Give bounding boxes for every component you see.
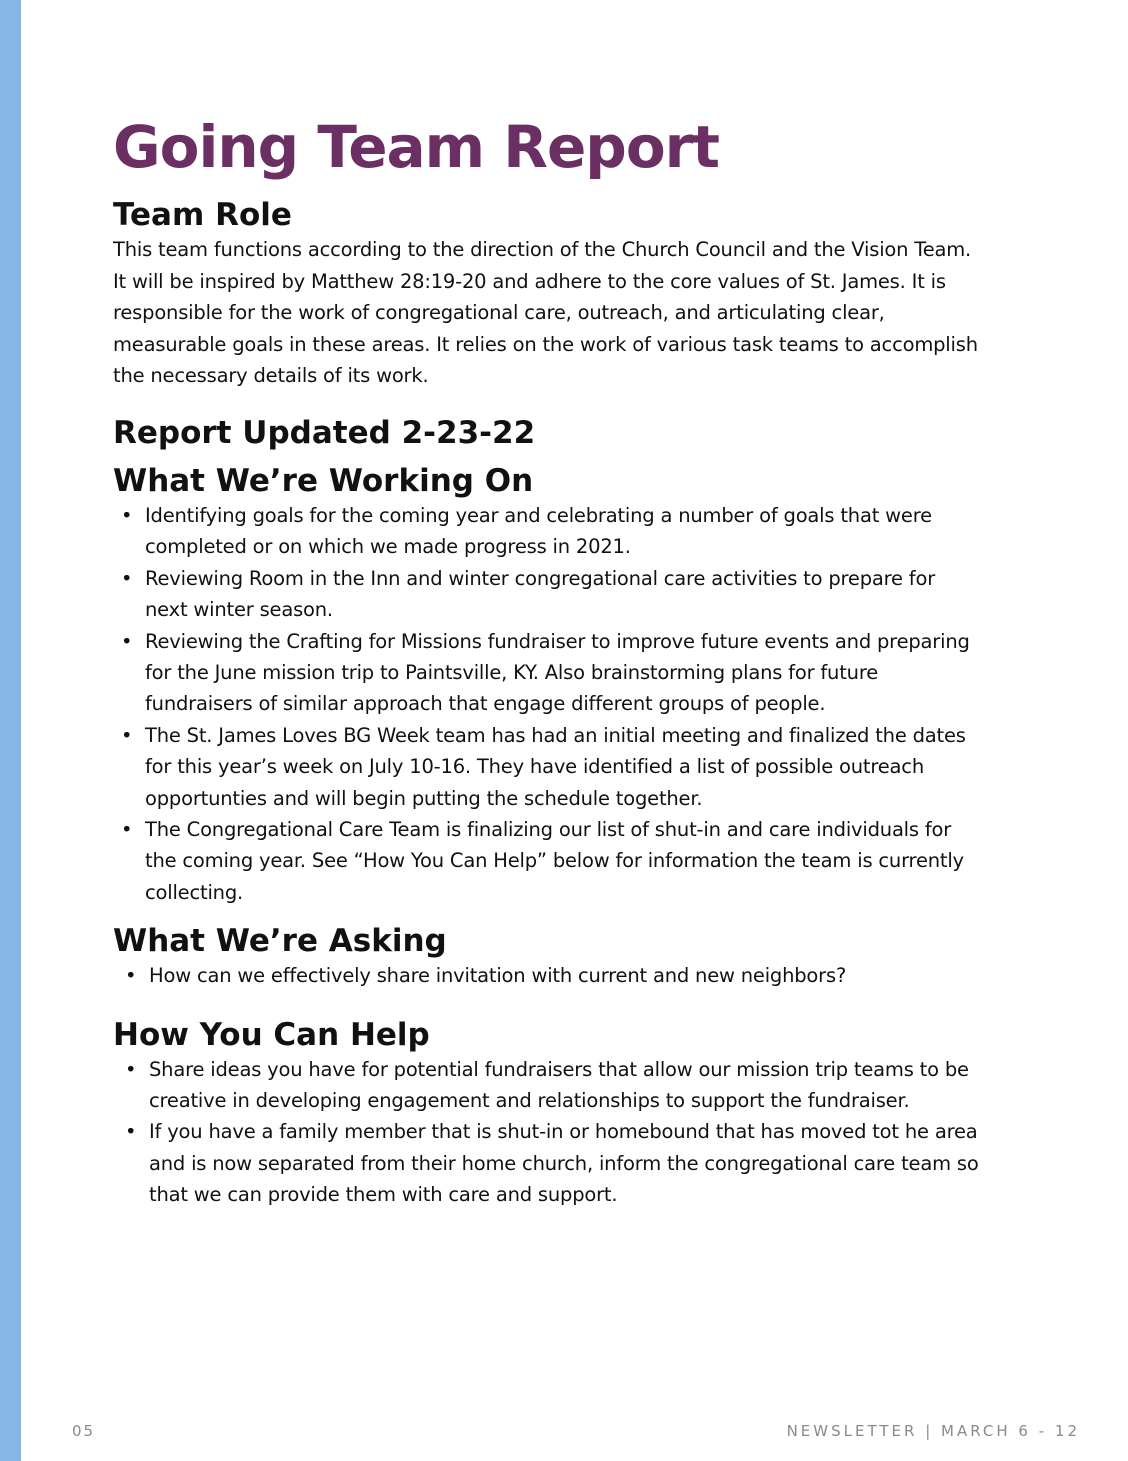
list-item-text: Reviewing Room in the Inn and winter congregational care activities to prepare for next winter season. bbox=[145, 566, 936, 622]
bullet-icon: • bbox=[121, 723, 133, 747]
asking-list bbox=[113, 960, 983, 991]
list-item-text: The St. James Loves BG Week team has had an initial meeting and finalized the dates for this year’s week on July 10-16. They have identified a list of possible outreach opportunties and will begin putting the schedule together. bbox=[145, 723, 966, 810]
list-item-text: Share ideas you have for potential fundraisers that allow our mission trip teams to be creative in developing engagement and relationships to support the fundraiser. bbox=[149, 1057, 969, 1113]
list-item-text: Identifying goals for the coming year and celebrating a number of goals that were completed or on which we made progress in 2021. bbox=[145, 503, 932, 559]
newsletter-footer: NEWSLETTER | MARCH 6 - 12 bbox=[786, 1422, 1080, 1440]
list-item bbox=[113, 500, 983, 563]
list-item bbox=[113, 563, 983, 626]
working-on-list bbox=[113, 500, 983, 908]
list-item bbox=[113, 814, 983, 908]
list-item-text: Reviewing the Crafting for Missions fundraiser to improve future events and preparing for the June mission trip to Paintsville, KY. Also brainstorming plans for future fundraisers of similar approach that engage different groups of people. bbox=[145, 629, 970, 716]
bullet-icon: • bbox=[125, 1120, 137, 1144]
bullet-icon: • bbox=[121, 629, 133, 653]
list-item bbox=[113, 1054, 983, 1117]
list-item bbox=[113, 960, 983, 991]
report-content bbox=[113, 110, 983, 1211]
bullet-icon: • bbox=[125, 1057, 137, 1081]
list-item-text: The Congregational Care Team is finalizing our list of shut-in and care individuals for the coming year. See “How You Can Help” below for information the team is currently collecting. bbox=[145, 818, 964, 904]
bullet-icon: • bbox=[121, 503, 133, 527]
side-accent-bar bbox=[0, 0, 21, 1461]
list-item-text: How can we effectively share invitation with current and new neighbors? bbox=[149, 964, 847, 988]
report-updated-heading: Report Updated 2-23-22 bbox=[113, 414, 536, 451]
bullet-icon: • bbox=[121, 566, 133, 590]
bullet-icon: • bbox=[125, 964, 137, 988]
help-list bbox=[113, 1054, 983, 1211]
list-item bbox=[113, 720, 983, 814]
team-role-heading: Team Role bbox=[113, 197, 292, 233]
asking-heading: What We’re Asking bbox=[113, 923, 447, 960]
page-number: 05 bbox=[72, 1422, 96, 1440]
team-role-text: This team functions according to the direction of the Church Council and the Vision Team. It will be inspired by Matthew 28:19-20 and adhere to the core values of St. James. It is responsible for the work of congregational care, outreach, and articulating clear, measurable goals in these areas. It relies on the work of various task teams to accomplish the necessary details of its work. bbox=[113, 238, 978, 388]
list-item bbox=[113, 1116, 983, 1210]
bullet-icon: • bbox=[121, 818, 133, 842]
list-item bbox=[113, 626, 983, 720]
page-title: Going Team Report bbox=[113, 113, 719, 181]
help-heading: How You Can Help bbox=[113, 1016, 430, 1053]
working-on-heading: What We’re Working On bbox=[113, 462, 534, 499]
list-item-text: If you have a family member that is shut-in or homebound that has moved tot he area and is now separated from their home church, inform the congregational care team so that we can provide them with care and support. bbox=[149, 1120, 979, 1207]
